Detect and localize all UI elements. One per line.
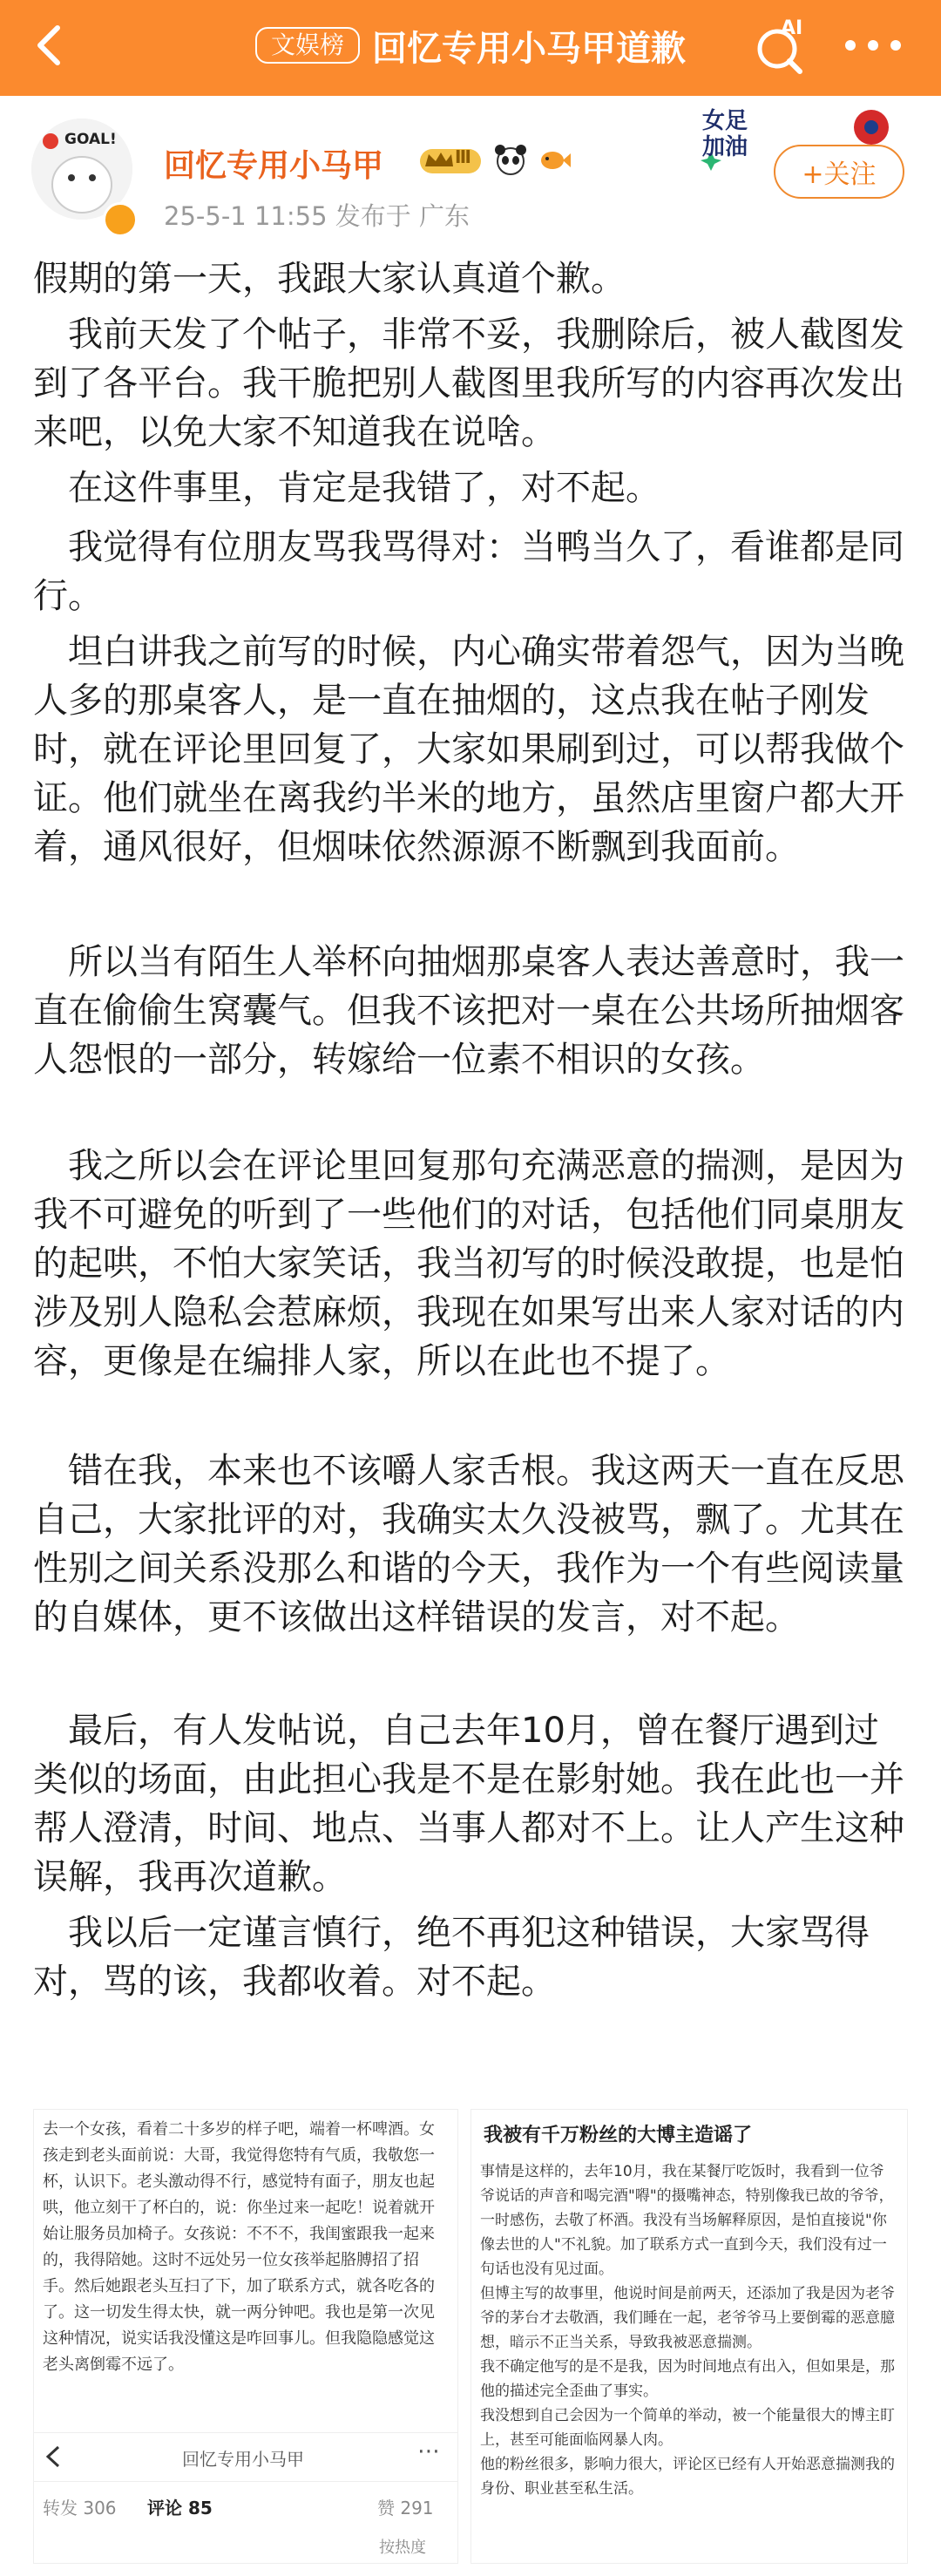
post-paragraph: 坦白讲我之前写的时候，内心确实带着怨气，因为当晚人多的那桌客人，是一直在抽烟的，这点我在帖子刚发时，就在评论里回复了，大家如果刷到过，可以帮我做个证。他们就坐在离我约半米的地方，虽然店里窗户都大开着，通风很好，但烟味依然源源不断飘到我面前。	[33, 632, 904, 867]
ai-search-icon[interactable]	[751, 16, 812, 77]
user-badges	[416, 143, 572, 178]
verified-badge-icon	[103, 202, 138, 237]
hot-list-badge[interactable]: 文娱榜	[255, 27, 360, 64]
post-paragraph: 我之所以会在评论里回复那句充满恶意的揣测，是因为我不可避免的听到了一些他们的对话，包括他们同桌朋友的起哄，不怕大家笑话，我当初写的时候没敢提，也是怕涉及别人隐私会惹麻烦，我现在如果写出来人家对话的内容，更像是在编排人家，所以在此也不提了。	[33, 1146, 904, 1381]
post-paragraph: 我以后一定谨言慎行，绝不再犯这种错误，大家骂得对，骂的该，我都收着。对不起。	[33, 1913, 870, 2002]
post-paragraph: 错在我，本来也不该嚼人家舌根。我这两天一直在反思自己，大家批评的对，我确实太久没被骂，飘了。尤其在性别之间关系没那么和谐的今天，我作为一个有些阅读量的自媒体，更不该做出这样错误的发言，对不起。	[33, 1451, 904, 1637]
image1-sort: 按热度	[379, 2539, 426, 2557]
post-paragraph: 假期的第一天，我跟大家认真道个歉。	[33, 259, 626, 299]
level-badge: Ⅲ	[455, 146, 471, 167]
image1-nav-bar	[34, 2432, 457, 2480]
panda-icon	[493, 143, 528, 178]
page-title: 回忆专用小马甲道歉	[372, 28, 686, 69]
image1-text: 去一个女孩，看着二十多岁的样子吧，端着一杯啤酒。女孩走到老头面前说：大哥，我觉得您特有气质，我敬您一杯，认识下。老头激动得不行，感觉特有面子，朋友也起哄，他立刻干了杯白的，说：你坐过来一起吃！说着就开始让服务员加椅子。女孩说：不不不，我闺蜜跟我一起来的，我得陪她。这时不远处另一位女孩举起胳膊招了招手。然后她跟老头互扫了下，加了联系方式，就各吃各的了。这一切发生得太快，就一两分钟吧。我也是第一次见这种情况，说实话我没懂这是咋回事儿。但我隐隐感觉这老头离倒霉不远了。	[43, 2120, 435, 2374]
avatar-goal-text: GOAL!	[64, 131, 117, 148]
post-paragraph: 我前天发了个帖子，非常不妥，我删除后，被人截图发到了各平台。我干脆把别人截图里我所写的内容再次发出来吧，以免大家不知道我在说啥。	[33, 315, 904, 452]
ai-label: AI	[781, 17, 803, 39]
fish-icon	[537, 143, 572, 178]
image1-comments: 评论 85	[147, 2498, 213, 2518]
image1-more-icon: ⋯	[417, 2438, 440, 2464]
image1-author: 回忆专用小马甲	[182, 2449, 304, 2470]
post-paragraph: 在这件事里，肯定是我错了，对不起。	[33, 468, 660, 508]
author-name[interactable]: 回忆专用小马甲	[164, 148, 384, 184]
post-paragraph: 最后，有人发帖说，自己去年10月，曾在餐厅遇到过类似的场面，由此担心我是不是在影射她。我在此也一并帮人澄清，时间、地点、当事人都对不上。让人产生这种误解，我再次道歉。	[33, 1711, 904, 1897]
post-meta: 25-5-1 11:55 发布于 广东	[164, 201, 470, 231]
post-paragraph: 所以当有陌生人举杯向抽烟那桌客人表达善意时，我一直在偷偷生窝囊气。但我不该把对一桌在公共场所抽烟客人怨恨的一部分，转嫁给一位素不相识的女孩。	[33, 942, 904, 1080]
more-options-icon[interactable]	[831, 28, 915, 63]
image1-stats-bar	[34, 2481, 457, 2529]
image2-title: 我被有千万粉丝的大博主造谣了	[484, 2125, 753, 2146]
member-crown-icon[interactable]	[416, 144, 484, 177]
attached-image-2[interactable]	[470, 2109, 908, 2564]
deco-text: 女足加油	[702, 108, 748, 160]
image1-back-icon	[41, 2444, 67, 2470]
attached-image-1[interactable]	[33, 2109, 458, 2564]
image2-text: 事情是这样的，去年10月，我在某餐厅吃饭时，我看到一位爷爷说话的声音和喝完酒"嘚"的摄嘴神态，特别像我已故的爷爷，一时感伤，去敬了杯酒。我没有当场解释原因，是怕直接说"你像去世的人"不礼貌。加了联系方式一直到今天，我们没有过一句话也没有见过面。 但博主写的故事里，他说时间是前两天，还添加了我是因为老爷爷的茅台才去敬酒，我们睡在一起，老爷爷马上要倒霉的恶意臆想，暗示不正当关系，导致我被恶意揣测。 我不确定他写的是不是我，因为时间地点有出入，但如果是，那他的描述完全歪曲了事实。 我没想到自己会因为一个简单的举动，被一个能量很大的博主盯上，甚至可能面临网暴人肉。 他的粉丝很多，影响力很大，评论区已经有人开始恶意揣测我的身份、职业甚至私生活。	[480, 2163, 895, 2498]
post-paragraph: 我觉得有位朋友骂我骂得对：当鸭当久了，看谁都是同行。	[33, 527, 904, 616]
follow-button[interactable]: +关注	[774, 145, 904, 199]
image1-likes: 赞 291	[377, 2498, 434, 2518]
image1-repost: 转发 306	[43, 2498, 117, 2518]
